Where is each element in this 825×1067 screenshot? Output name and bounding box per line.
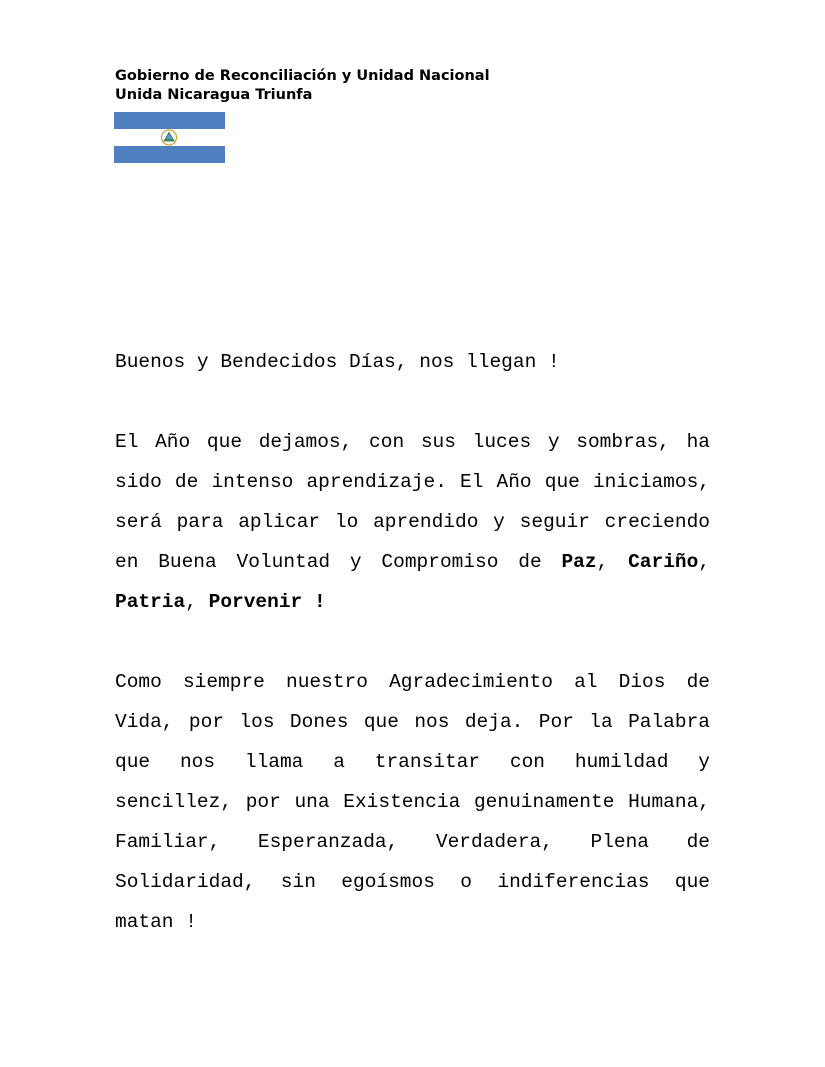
greeting: Buenos y Bendecidos Días, nos llegan ! <box>115 351 560 373</box>
flag-top-band <box>114 112 225 129</box>
paragraph-year-text: El Año que dejamos, con sus luces y sombras, ha sido de intenso aprendizaje. El Año que iniciamos, será para aplicar lo aprendido y seguir creciendo en Buena Voluntad y Compromiso de <box>115 431 710 573</box>
government-slogan: Unida Nicaragua Triunfa <box>115 87 313 103</box>
letter-body <box>115 342 710 942</box>
government-name: Gobierno de Reconciliación y Unidad Nacional <box>115 68 490 84</box>
flag-bottom-band <box>114 146 225 163</box>
bold-carino: Cariño <box>628 551 699 573</box>
letterhead <box>115 67 490 105</box>
coat-of-arms-icon <box>159 129 179 146</box>
bold-paz: Paz <box>561 551 597 573</box>
bold-patria: Patria <box>115 591 186 613</box>
nicaragua-flag-icon <box>114 112 225 163</box>
paragraph-year: El Año que dejamos, con sus luces y sombras, ha sido de intenso aprendizaje. El Año que iniciamos, será para aplicar lo aprendido y seguir creciendo en Buena Voluntad y Compromiso de Paz, Cariño, Patria, Porvenir ! <box>115 431 711 613</box>
bold-porvenir: Porvenir ! <box>208 591 326 613</box>
paragraph-gratitude: Como siempre nuestro Agradecimiento al Dios de Vida, por los Dones que nos deja. Por la Palabra que nos llama a transitar con humildad y sencillez, por una Existencia genuinamente Humana, Familiar, Esperanzada, Verdadera, Plena de Solidaridad, sin egoísmos o indiferencias que matan ! <box>115 671 710 933</box>
